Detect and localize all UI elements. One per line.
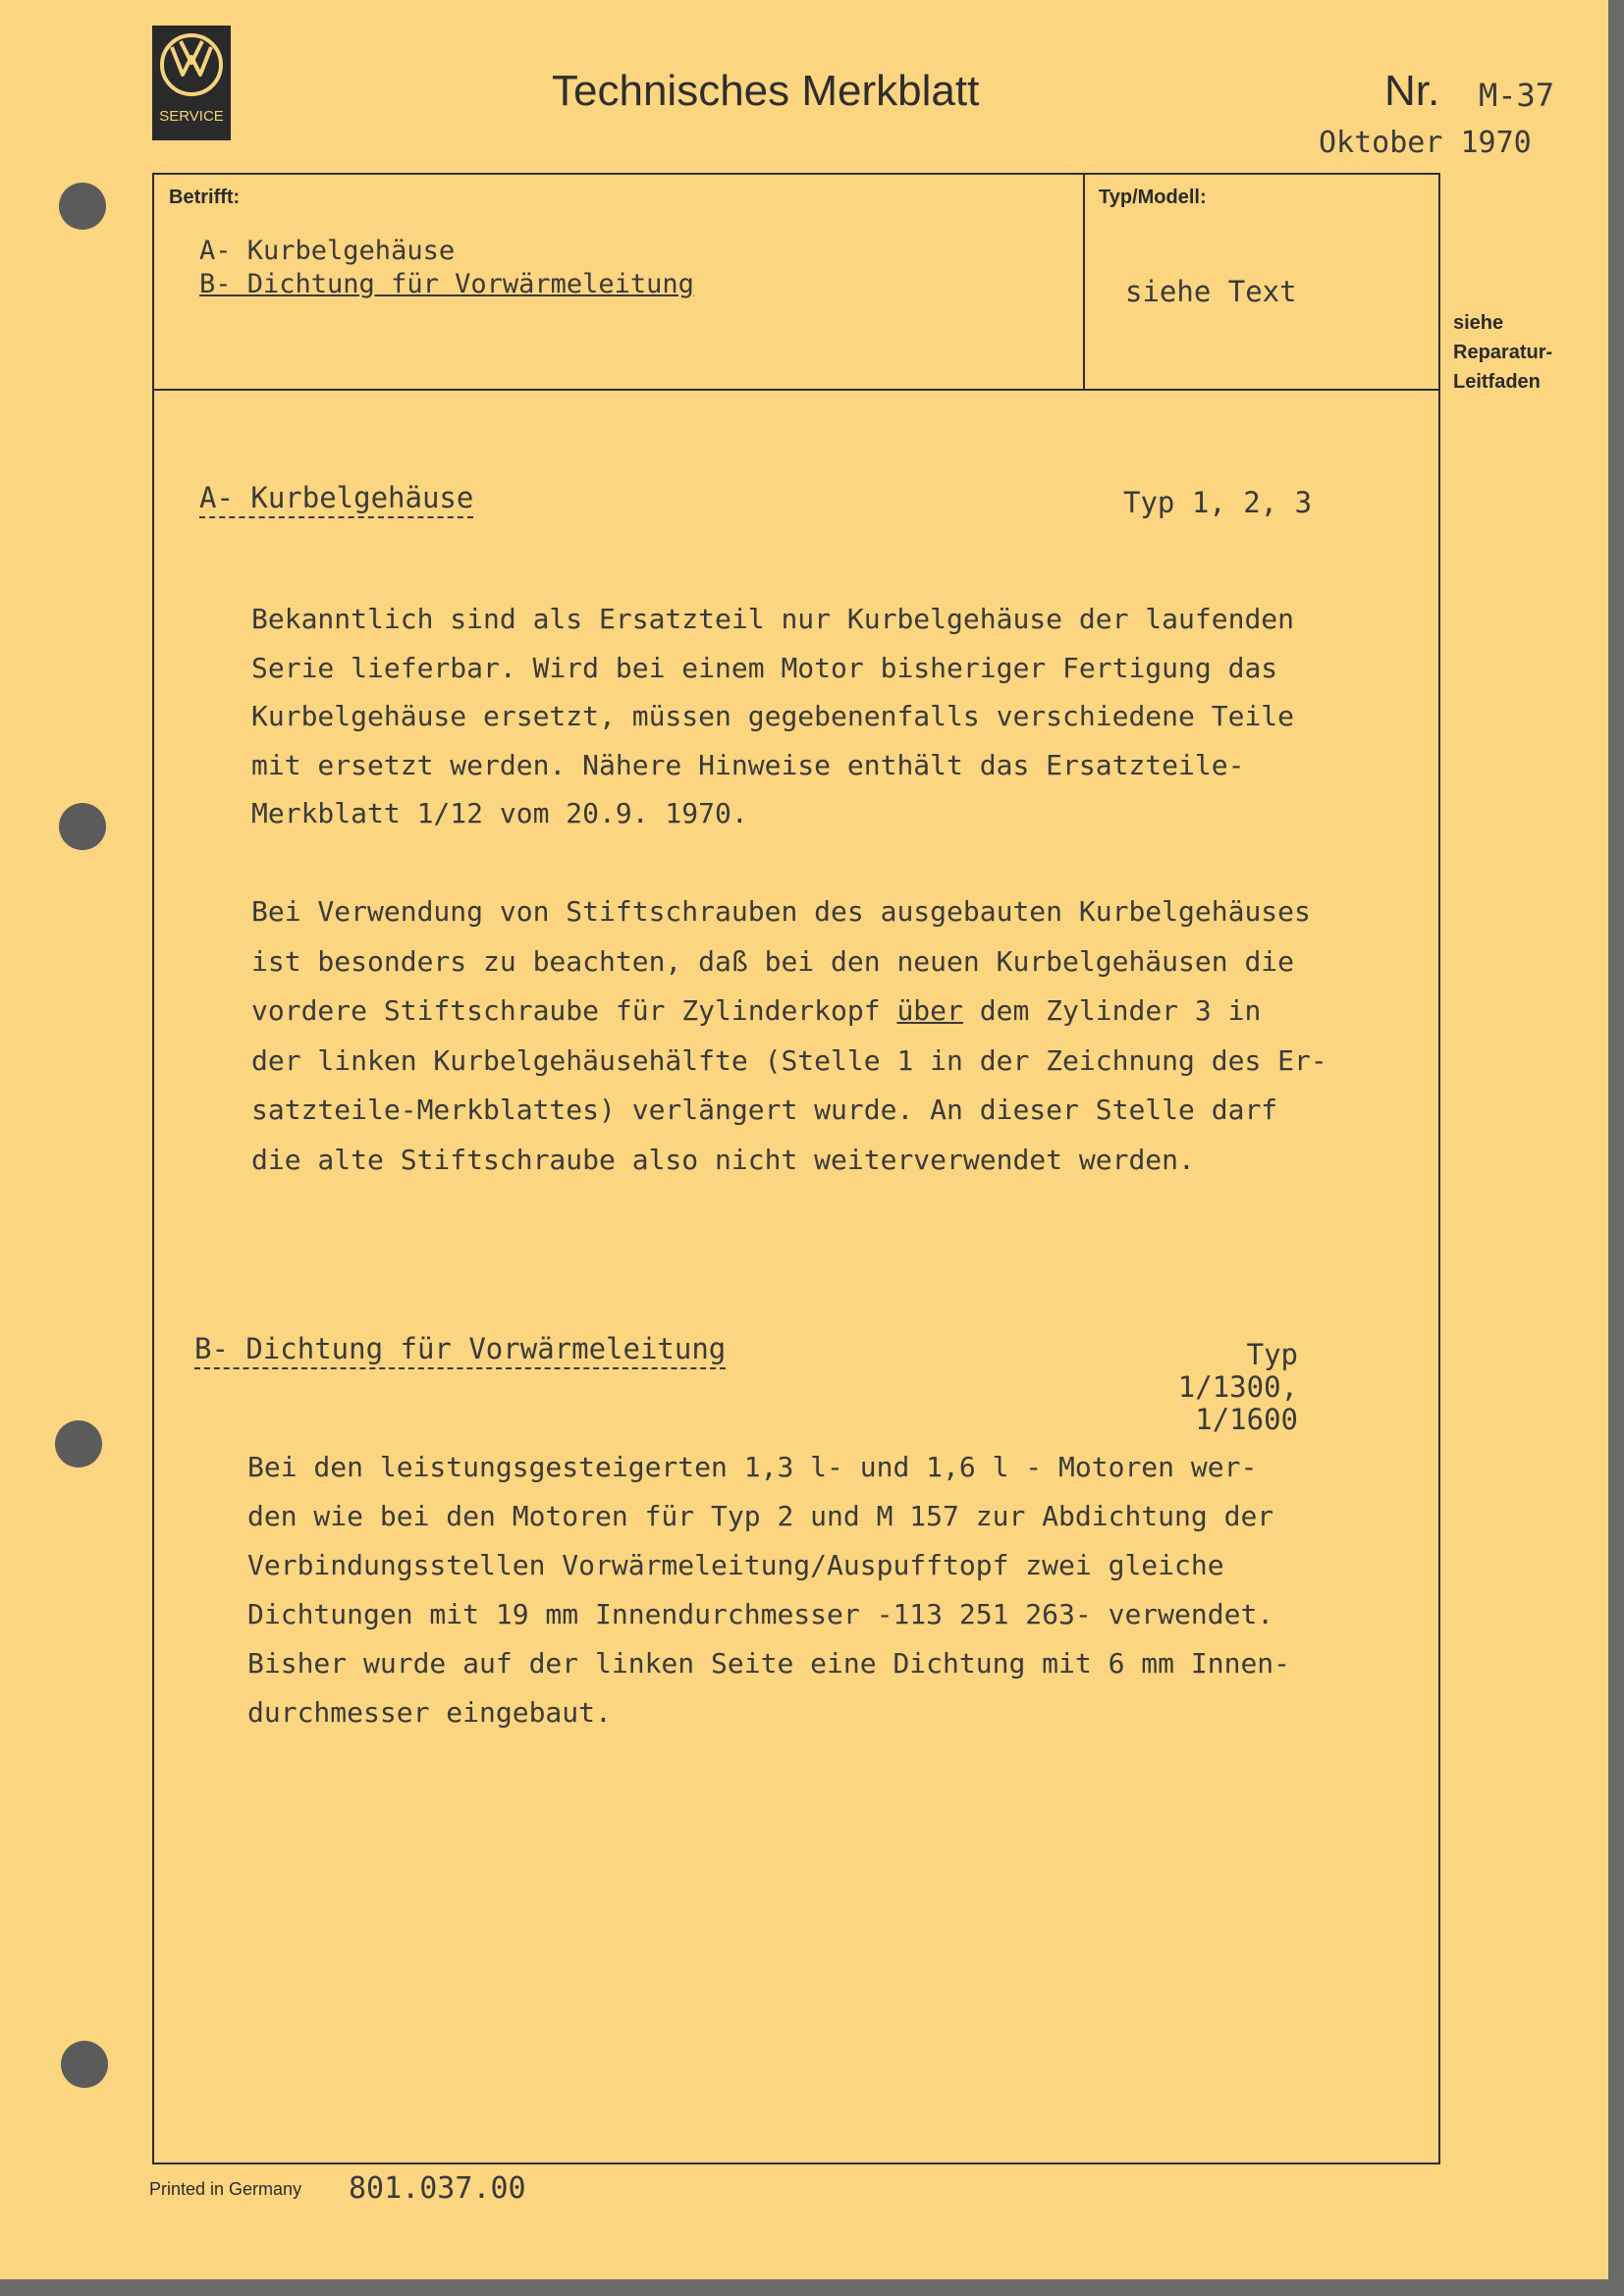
paragraph-line: Verbindungsstellen Vorwärmeleitung/Auspufftopf zwei gleiche bbox=[247, 1549, 1224, 1581]
paragraph-line: Bei Verwendung von Stiftschrauben des ausgebauten Kurbelgehäuses bbox=[251, 895, 1311, 928]
subject-item-a: A- Kurbelgehäuse bbox=[199, 236, 456, 266]
section-b-typ-line: 1/1600 bbox=[1195, 1403, 1298, 1436]
section-a-heading: A- Kurbelgehäuse bbox=[199, 481, 473, 518]
paragraph-line: der linken Kurbelgehäusehälfte (Stelle 1 in der Zeichnung des Er- bbox=[251, 1043, 1327, 1077]
typ-modell-label: Typ/Modell: bbox=[1099, 187, 1207, 208]
nr-label: Nr. bbox=[1384, 67, 1440, 115]
section-b-typ-line: Typ 1/1300, bbox=[1177, 1338, 1298, 1404]
punch-hole bbox=[59, 183, 106, 230]
side-note bbox=[1453, 308, 1552, 397]
section-a-paragraph-1 bbox=[251, 595, 1430, 838]
paragraph-line: Kurbelgehäuse ersetzt, müssen gegebenenfalls verschiedene Teile bbox=[251, 700, 1295, 732]
section-a-typ: Typ 1, 2, 3 bbox=[1123, 486, 1313, 519]
paragraph-line: Bekanntlich sind als Ersatzteil nur Kurbelgehäuse der laufenden bbox=[251, 603, 1295, 635]
emphasis-text: über bbox=[896, 994, 963, 1027]
paragraph-line: mit ersetzt werden. Nähere Hinweise enthält das Ersatzteile- bbox=[251, 748, 1245, 781]
paragraph-line bbox=[251, 987, 1430, 1037]
document-number: 801.037.00 bbox=[349, 2171, 526, 2206]
vw-service-logo bbox=[152, 26, 231, 140]
nr-value: M-37 bbox=[1479, 77, 1555, 114]
punch-hole bbox=[61, 2041, 108, 2088]
paragraph-line: ist besonders zu beachten, daß bei den neuen Kurbelgehäusen die bbox=[251, 944, 1295, 978]
paragraph-line: Serie lieferbar. Wird bei einem Motor bisheriger Fertigung das bbox=[251, 651, 1278, 684]
side-note-line: Reparatur- bbox=[1453, 342, 1553, 363]
paragraph-line: Dichtungen mit 19 mm Innendurchmesser -113 251 263- verwendet. bbox=[247, 1598, 1274, 1630]
logo-service-text: SERVICE bbox=[159, 108, 224, 125]
section-b-heading: B- Dichtung für Vorwärmeleitung bbox=[194, 1332, 726, 1369]
paragraph-line: die alte Stiftschraube also nicht weiterverwendet werden. bbox=[251, 1143, 1195, 1176]
betrifft-label: Betrifft: bbox=[169, 187, 241, 208]
vw-logo-icon bbox=[152, 26, 231, 108]
issue-date: Oktober 1970 bbox=[1319, 126, 1532, 160]
paragraph-line: durchmesser eingebaut. bbox=[247, 1696, 612, 1729]
punch-hole bbox=[55, 1420, 102, 1468]
line-text: vordere Stiftschraube für Zylinderkopf bbox=[251, 994, 897, 1027]
subject-box-divider bbox=[152, 389, 1440, 391]
section-b-typ bbox=[1117, 1339, 1298, 1436]
paragraph-line: Bei den leistungsgesteigerten 1,3 l- und 1,6 l - Motoren wer- bbox=[247, 1451, 1258, 1483]
subject-item-b: B- Dichtung für Vorwärmeleitung bbox=[199, 269, 694, 299]
section-a-paragraph-2 bbox=[251, 887, 1430, 1185]
printed-in-label: Printed in Germany bbox=[149, 2179, 302, 2199]
punch-hole bbox=[59, 803, 106, 850]
subject-box-column-divider bbox=[1083, 173, 1085, 391]
page-title: Technisches Merkblatt bbox=[552, 67, 980, 115]
side-note-line: siehe bbox=[1453, 312, 1504, 334]
line-text: dem Zylinder 3 in bbox=[962, 994, 1262, 1027]
typ-modell-value: siehe Text bbox=[1125, 275, 1297, 308]
section-b-paragraph bbox=[247, 1443, 1426, 1737]
paragraph-line: Merkblatt 1/12 vom 20.9. 1970. bbox=[251, 797, 748, 829]
paragraph-line: Bisher wurde auf der linken Seite eine Dichtung mit 6 mm Innen- bbox=[247, 1647, 1291, 1680]
side-note-line: Leitfaden bbox=[1453, 371, 1541, 393]
paragraph-line: den wie bei den Motoren für Typ 2 und M 157 zur Abdichtung der bbox=[247, 1500, 1274, 1532]
paragraph-line: satzteile-Merkblattes) verlängert wurde. An dieser Stelle darf bbox=[251, 1094, 1278, 1126]
